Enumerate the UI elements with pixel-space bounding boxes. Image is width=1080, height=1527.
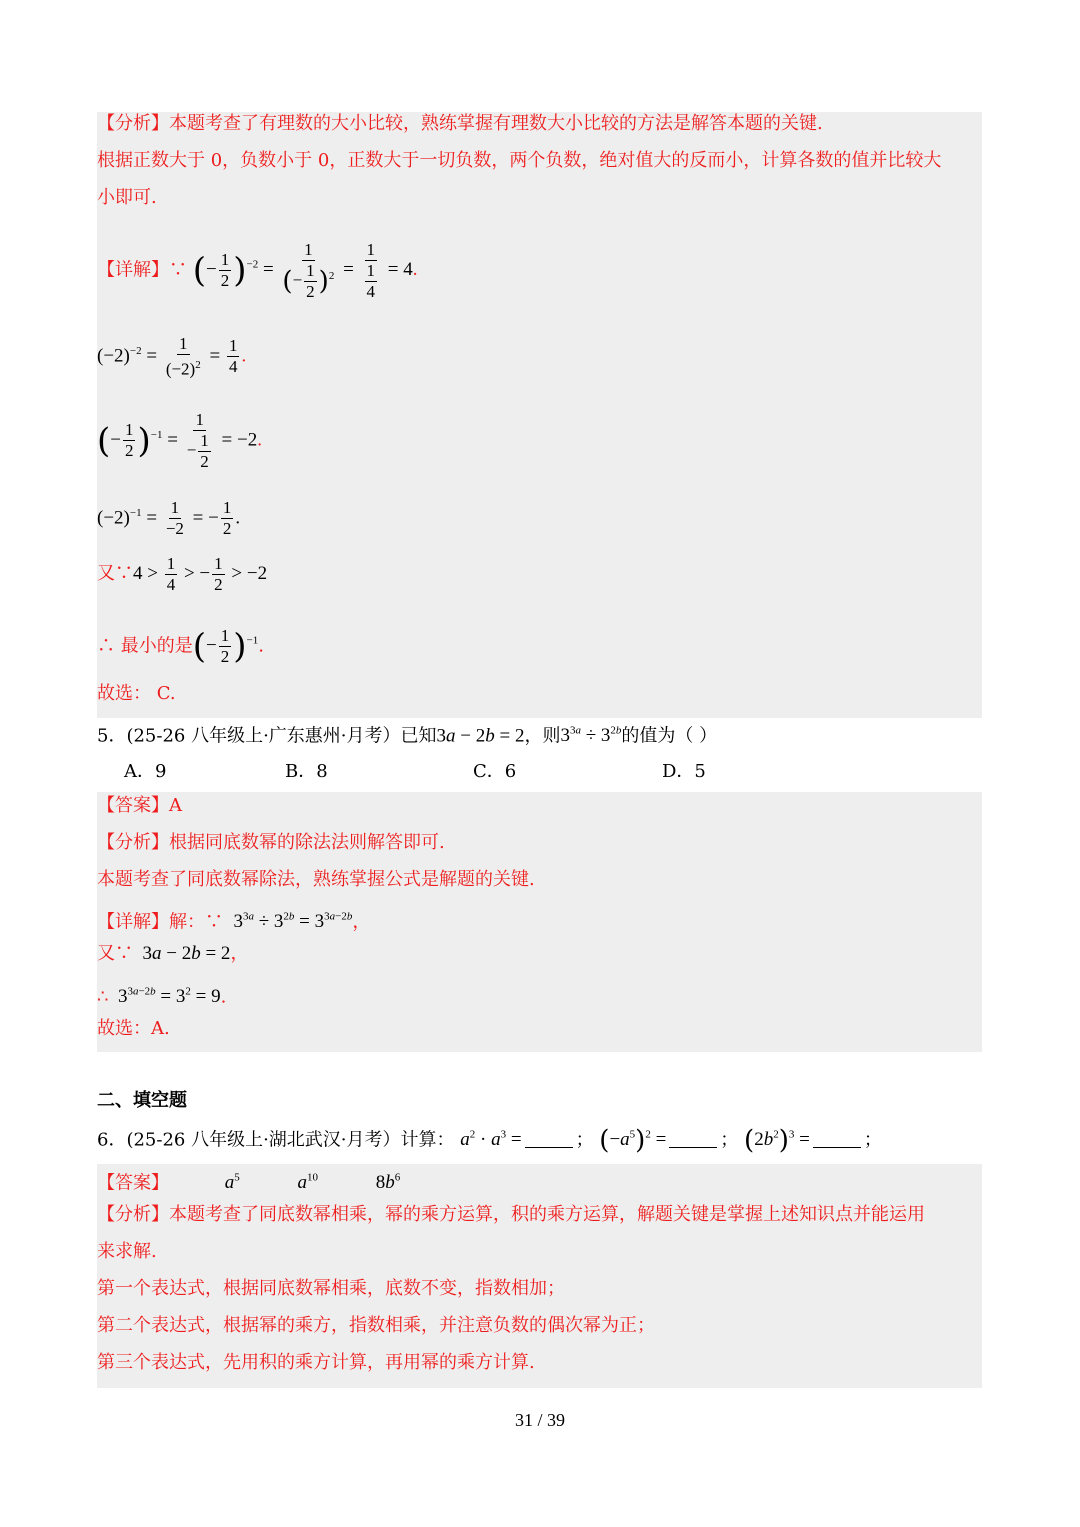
q5-detail-line-1: 【详解】解：∵ $3^{3a} \div 3^{2b} = 3^{3a-2b}$，: [97, 911, 371, 933]
q4-analysis-line-2: 根据正数大于 0，负数小于 0，正数大于一切负数，两个负数，绝对值大的反而小，计算各数的值并比较大: [97, 150, 942, 171]
math-expr: (− $\frac{1}{2}$ )$^{-2}$ = 1 (− $\frac{1}{2}$ )$^2$ = $\frac{1}{\frac{1}{4}}$ = 4.: [192, 239, 418, 301]
q4-detail-line-5: 又∵4 > $\frac{1}{4}$ > − $\frac{1}{2}$ > −2: [97, 554, 268, 595]
q4-choice: 故选： C.: [97, 683, 176, 704]
q5-analysis-line-1: 【分析】根据同底数幂的除法法则解答即可.: [97, 832, 445, 853]
q4-detail-line-1: 【详解】∵ (− $\frac{1}{2}$ )$^{-2}$ = 1 (− $\frac{1}{2}$ )$^2$ = $\frac{1}{\frac{1}{4}}$ = 4.: [97, 239, 418, 301]
q6-analysis-line-5: 第三个表达式，先用积的乘方计算，再用幂的乘方计算.: [97, 1352, 535, 1373]
blank-1[interactable]: [525, 1147, 573, 1148]
q5-detail-line-2: 又∵ 3a − 2b = 2，: [97, 943, 249, 964]
q5-option-a[interactable]: A．9: [124, 761, 167, 782]
page-number: 31 / 39: [514, 1410, 565, 1430]
q6-analysis-line-4: 第二个表达式，根据幂的乘方，指数相乘，并注意负数的偶次幂为正；: [97, 1315, 655, 1336]
q5-option-b[interactable]: B．8: [285, 761, 328, 782]
blank-3[interactable]: [813, 1147, 861, 1148]
q4-conclusion: ∴ 最小的是(− $\frac{1}{2}$ )$^{-1}$.: [97, 626, 264, 667]
q6-analysis-line-2: 来求解.: [97, 1241, 157, 1262]
q4-detail-line-4: $(-2)^{-1}$ = $\frac{1}{-2}$ = − $\frac{1}{2}$ .: [97, 498, 241, 539]
q5-option-c[interactable]: C．6: [473, 761, 517, 782]
q6-answer: 【答案】 $a^5$ $a^{10}$ $8b^6$: [97, 1172, 401, 1194]
q4-detail-line-2: $(-2)^{-2}$ = $\frac{1}{(-2)^2}$ = $\frac{1}{4}$ .: [97, 334, 247, 379]
q6-analysis-line-1: 【分析】本题考查了同底数幂相乘，幂的乘方运算，积的乘方运算，解题关键是掌握上述知识点并能运用: [97, 1204, 925, 1225]
q5-choice: 故选：A.: [97, 1018, 170, 1039]
q5-option-d[interactable]: D．5: [662, 761, 706, 782]
blank-2[interactable]: [669, 1147, 717, 1148]
analysis-tag: 【分析】: [97, 113, 169, 134]
q4-detail-line-3: (− $\frac{1}{2}$ )$^{-1}$ = 1 − $\frac{1}{2}$ = −2.: [97, 409, 262, 471]
q4-analysis-line-1: 【分析】本题考查了有理数的大小比较，熟练掌握有理数大小比较的方法是解答本题的关键.: [97, 113, 823, 134]
q5-answer: 【答案】A: [97, 795, 182, 816]
q6-analysis-line-3: 第一个表达式，根据同底数幂相乘，底数不变，指数相加；: [97, 1278, 565, 1299]
q5-stem: 5．(25-26 八年级上·广东惠州·月考）已知3a − 2b = 2，则$3^{3a} \div 3^{2b}$的值为（ ）: [97, 725, 718, 747]
q5-detail-line-3: ∴ $3^{3a-2b} = 3^2 = 9$.: [97, 986, 227, 1008]
q4-analysis-line-3: 小即可.: [97, 187, 157, 208]
q5-analysis-line-2: 本题考查了同底数幂除法，熟练掌握公式是解题的关键.: [97, 869, 535, 890]
section-heading: 二、填空题: [97, 1090, 187, 1111]
q6-stem: 6．(25-26 八年级上·湖北武汉·月考）计算： $a^2 \cdot a^3$ = ； $(-a^5)^2$ = ； $(2b^2)^3$ = ；: [97, 1125, 882, 1156]
detail-tag: 【详解】: [97, 259, 169, 281]
